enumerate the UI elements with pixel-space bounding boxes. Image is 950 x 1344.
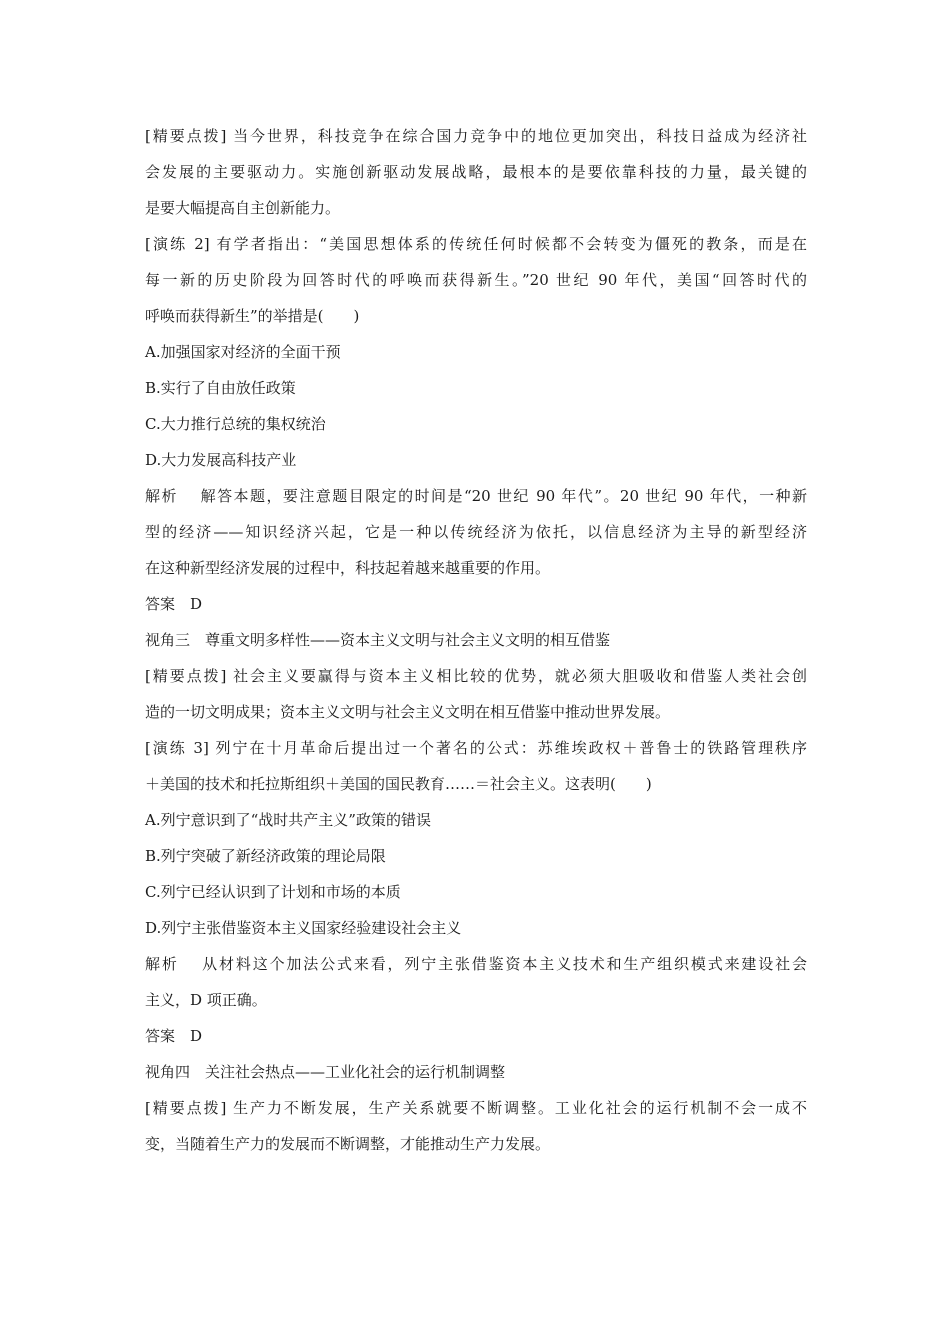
section-heading-angle-3: 视角三 尊重文明多样性——资本主义文明与社会主义文明的相互借鉴 (145, 631, 611, 649)
text-line: 解析 从材料这个加法公式来看，列宁主张借鉴资本主义技术和生产组织模式来建设社会 (145, 955, 807, 973)
text-line: 是要大幅提高自主创新能力。 (145, 199, 341, 217)
document-page (145, 118, 807, 1162)
option-b: B.列宁突破了新经济政策的理论局限 (145, 847, 386, 865)
answer-line-2: 答案 D (145, 595, 203, 613)
analysis-paragraph-2 (145, 478, 807, 586)
exercise-question-2 (145, 226, 807, 334)
text-line: 会发展的主要驱动力。实施创新驱动发展战略，最根本的是要依靠科技的力量，最关键的 (145, 163, 807, 181)
text-line: 解析 解答本题，要注意题目限定的时间是“20 世纪 90 年代”。20 世纪 90 年代，一种新 (145, 487, 807, 505)
text-line: 在这种新型经济发展的过程中，科技起着越来越重要的作用。 (145, 559, 551, 577)
option-d: D.大力发展高科技产业 (145, 451, 297, 469)
option-a: A.加强国家对经济的全面干预 (145, 343, 341, 361)
text-line: [精要点拨] 社会主义要赢得与资本主义相比较的优势，就必须大胆吸收和借鉴人类社会创 (145, 667, 807, 685)
tip-paragraph-4 (145, 1090, 807, 1162)
answer-line-3: 答案 D (145, 1027, 203, 1045)
option-c: C.大力推行总统的集权统治 (145, 415, 326, 433)
option-a: A.列宁意识到了“战时共产主义”政策的错误 (145, 811, 431, 829)
exercise-options-2 (145, 334, 807, 478)
text-line: ＋美国的技术和托拉斯组织＋美国的国民教育……＝社会主义。这表明( ) (145, 775, 652, 793)
tip-paragraph-2 (145, 118, 807, 226)
option-b: B.实行了自由放任政策 (145, 379, 296, 397)
exercise-options-3 (145, 802, 807, 946)
text-line: 造的一切文明成果；资本主义文明与社会主义文明在相互借鉴中推动世界发展。 (145, 703, 671, 721)
text-line: 变，当随着生产力的发展而不断调整，才能推动生产力发展。 (145, 1135, 551, 1153)
option-c: C.列宁已经认识到了计划和市场的本质 (145, 883, 401, 901)
text-line: [演练 3] 列宁在十月革命后提出过一个著名的公式：苏维埃政权＋普鲁士的铁路管理秩序 (145, 739, 807, 757)
exercise-question-3 (145, 730, 807, 802)
analysis-paragraph-3 (145, 946, 807, 1018)
text-line: 呼唤而获得新生”的举措是( ) (145, 307, 360, 325)
text-line: 型的经济——知识经济兴起，它是一种以传统经济为依托，以信息经济为主导的新型经济 (145, 523, 807, 541)
text-line: 主义，D 项正确。 (145, 991, 267, 1009)
option-d: D.列宁主张借鉴资本主义国家经验建设社会主义 (145, 919, 462, 937)
section-heading-angle-4: 视角四 关注社会热点——工业化社会的运行机制调整 (145, 1063, 506, 1081)
text-line: [精要点拨] 当今世界，科技竞争在综合国力竞争中的地位更加突出，科技日益成为经济社 (145, 127, 807, 145)
text-line: [精要点拨] 生产力不断发展，生产关系就要不断调整。工业化社会的运行机制不会一成不 (145, 1099, 807, 1117)
text-line: 每一新的历史阶段为回答时代的呼唤而获得新生。”20 世纪 90 年代，美国“回答时代的 (145, 271, 807, 289)
text-line: [演练 2] 有学者指出：“美国思想体系的传统任何时候都不会转变为僵死的教条，而是在 (145, 235, 807, 253)
tip-paragraph-3 (145, 658, 807, 730)
